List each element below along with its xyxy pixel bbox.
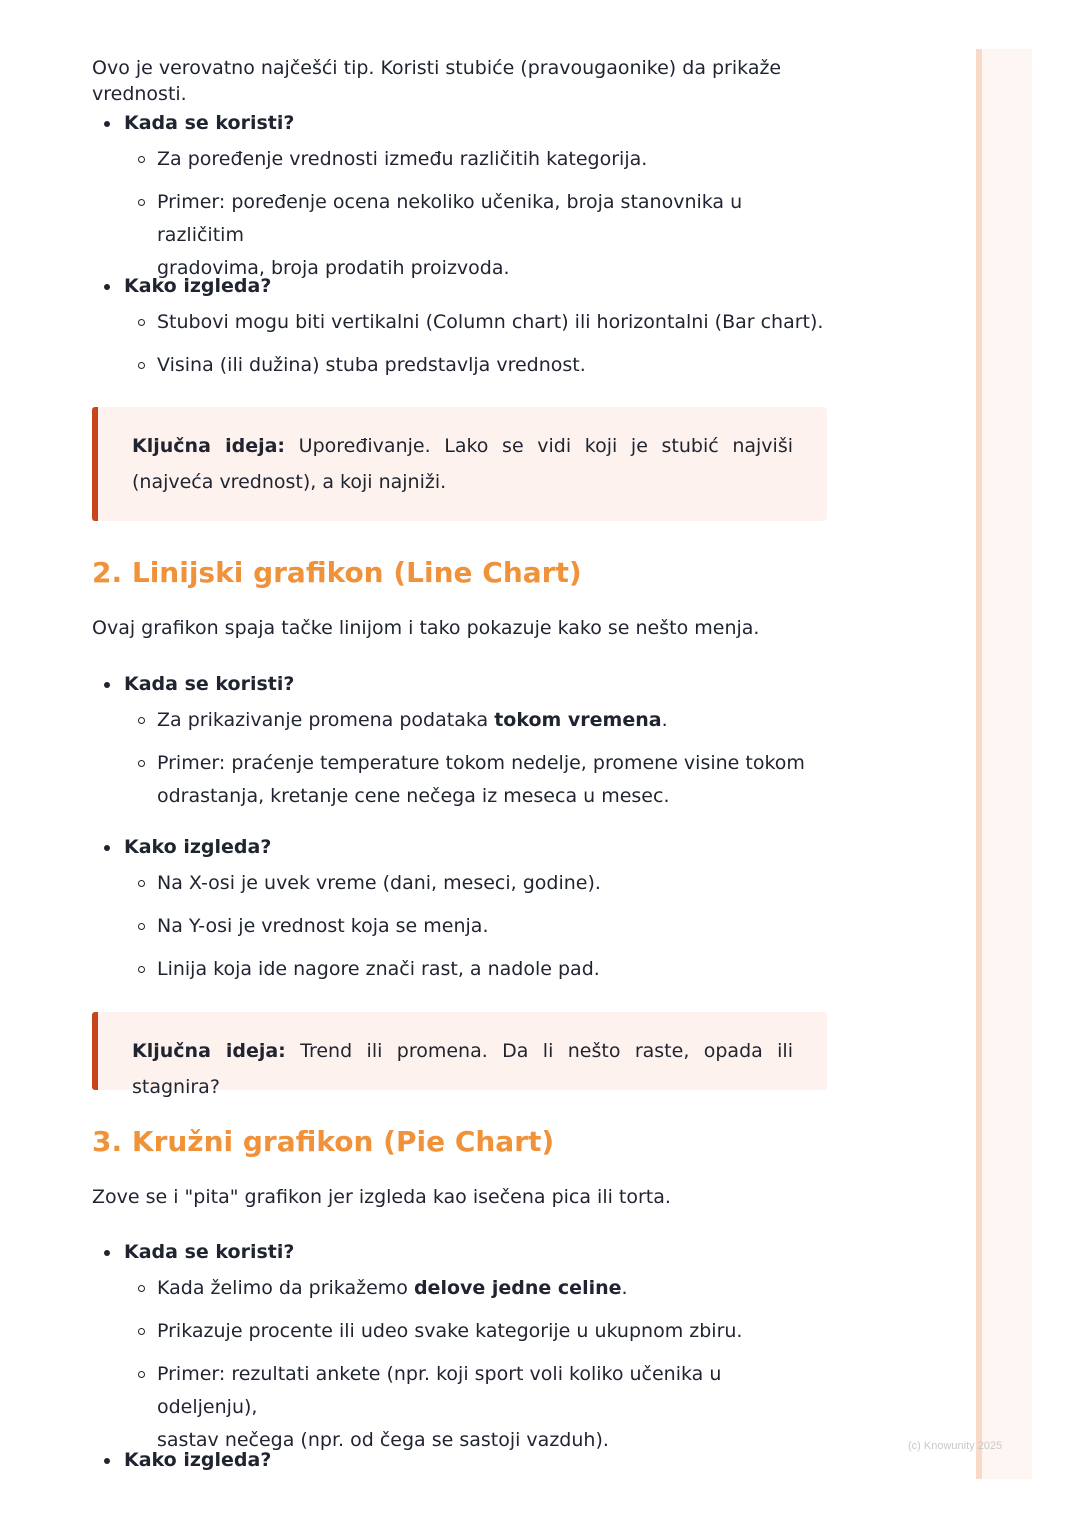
- line-use-item-1-text: Za prikazivanje promena podataka: [157, 709, 495, 731]
- bar-use-item-2-line-1: Primer: poređenje ocena nekoliko učenika, broja stanovnika u različitim: [157, 191, 743, 246]
- pie-intro: Zove se i "pita" grafikon jer izgleda kao isečena pica ili torta.: [92, 1186, 671, 1208]
- line-key-label: Ključna ideja:: [132, 1040, 286, 1062]
- bar-use-label: Kada se koristi?: [92, 110, 827, 136]
- line-use-item-1-bold: tokom vremena: [494, 709, 662, 731]
- pie-use-item-3-line-1: Primer: rezultati ankete (npr. koji sport voli koliko učenika u odeljenju),: [157, 1363, 722, 1418]
- bar-use-section: [92, 110, 827, 285]
- line-use-item-1-end: .: [661, 709, 668, 731]
- line-key-text: Trend ili promena. Da li nešto raste, opada ili stagnira?: [132, 1040, 793, 1098]
- bar-look-section: [92, 273, 827, 382]
- pie-look-label: Kako izgleda?: [92, 1447, 827, 1473]
- copyright-footer: (c) Knowunity 2025: [908, 1440, 1003, 1452]
- line-look-label: Kako izgleda?: [92, 834, 827, 860]
- line-look-item-3: Linija koja ide nagore znači rast, a nadole pad.: [92, 953, 827, 986]
- pie-use-item-3: [92, 1358, 827, 1457]
- line-use-section: [92, 671, 827, 813]
- pie-chart-heading: 3. Kružni grafikon (Pie Chart): [92, 1125, 555, 1158]
- bar-key-label: Ključna ideja:: [132, 435, 286, 457]
- bar-look-label: Kako izgleda?: [92, 273, 827, 299]
- pie-use-item-1-text: Kada želimo da prikažemo: [157, 1277, 414, 1299]
- pie-look-section: [92, 1447, 827, 1473]
- line-look-section: [92, 834, 827, 986]
- line-use-item-2: [92, 747, 827, 813]
- bar-use-item-2-line-2: gradovima, broja prodatih proizvoda.: [157, 257, 510, 279]
- bar-look-item-2: Visina (ili dužina) stuba predstavlja vrednost.: [92, 349, 827, 382]
- line-use-item-2-line-1: Primer: praćenje temperature tokom nedelje, promene visine tokom: [157, 752, 805, 774]
- pie-use-item-2: Prikazuje procente ili udeo svake kategorije u ukupnom zbiru.: [92, 1315, 827, 1348]
- bar-intro: Ovo je verovatno najčešći tip. Koristi stubiće (pravougaonike) da prikaže vrednosti.: [92, 57, 782, 105]
- pie-use-item-1-bold: delove jedne celine: [413, 1277, 622, 1299]
- pie-use-label: Kada se koristi?: [92, 1239, 827, 1265]
- pie-use-item-3-line-2: sastav nečega (npr. od čega se sastoji vazduh).: [157, 1429, 609, 1451]
- line-key-callout: [92, 1012, 827, 1098]
- bar-look-item-1: Stubovi mogu biti vertikalni (Column chart) ili horizontalni (Bar chart).: [92, 306, 827, 339]
- sidebar-accent-line: [976, 49, 982, 1479]
- line-use-label: Kada se koristi?: [92, 671, 827, 697]
- line-intro: Ovaj grafikon spaja tačke linijom i tako pokazuje kako se nešto menja.: [92, 617, 760, 639]
- pie-use-item-1: [92, 1272, 827, 1305]
- sidebar-panel: [976, 49, 1032, 1479]
- bar-key-text: Upoređivanje. Lako se vidi koji je stubić najviši (najveća vrednost), a koji najniži.: [132, 435, 793, 493]
- pie-use-item-1-end: .: [621, 1277, 628, 1299]
- pie-use-section: [92, 1239, 827, 1457]
- bar-key-callout: [92, 407, 827, 521]
- bar-use-item-1: Za poređenje vrednosti između različitih kategorija.: [92, 143, 827, 176]
- bar-use-item-2: [92, 186, 827, 285]
- line-use-item-2-line-2: odrastanja, kretanje cene nečega iz meseca u mesec.: [157, 785, 670, 807]
- line-look-item-2: Na Y-osi je vrednost koja se menja.: [92, 910, 827, 943]
- line-chart-heading: 2. Linijski grafikon (Line Chart): [92, 556, 582, 589]
- line-look-item-1: Na X-osi je uvek vreme (dani, meseci, godine).: [92, 867, 827, 900]
- line-use-item-1: [92, 704, 827, 737]
